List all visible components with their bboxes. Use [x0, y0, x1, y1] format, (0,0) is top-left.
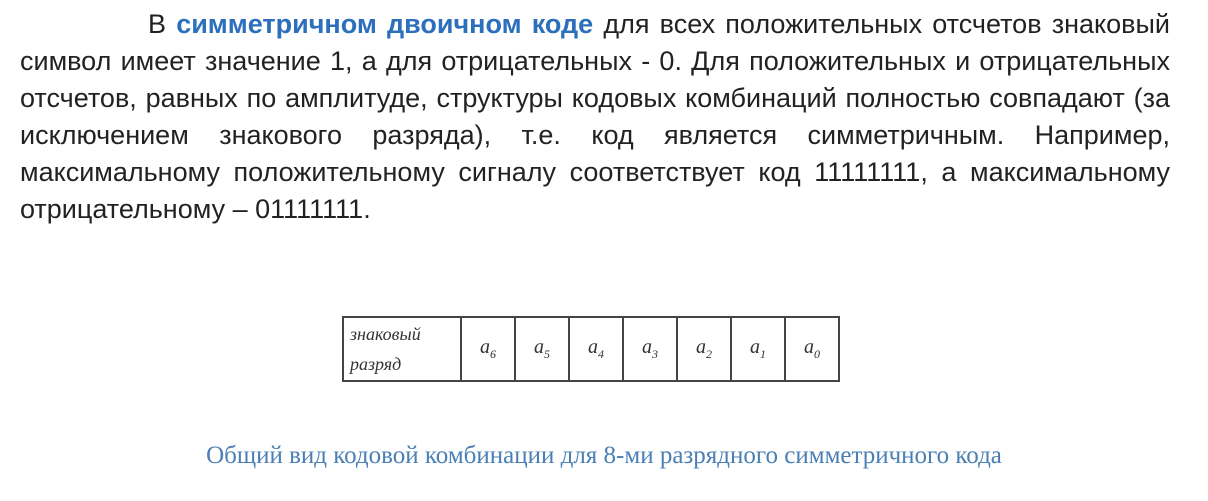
bit-cell-a4: $a_4$	[569, 317, 623, 381]
paragraph-intro: В	[148, 9, 177, 39]
highlighted-term: симметричном двоичном коде	[176, 9, 594, 39]
code-combination-table	[342, 316, 840, 382]
paragraph-body: для всех положительных отсчетов знаковый символ имеет значение 1, а для отрицательных - 0. Для положительных и отрицательных отсчетов, равных по амплитуде, структуры кодовых комбинаций полностью совпадают (за исключением знакового разряда), т.е. код является симметричным. Например, максимальному положительному сигналу соответствует код 11111111, а максимальному отрицательному – 01111111.	[20, 9, 1170, 224]
bit-cell-a2: $a_2$	[677, 317, 731, 381]
bit-cell-a1: $a_1$	[731, 317, 785, 381]
sign-bit-label-line2: разряд	[350, 354, 402, 374]
bit-cell-a5: $a_5$	[515, 317, 569, 381]
sign-bit-cell	[343, 317, 461, 381]
bit-cell-a6: $a_6$	[461, 317, 515, 381]
body-paragraph	[20, 6, 1170, 228]
bit-cell-a0: $a_0$	[785, 317, 839, 381]
figure-caption: Общий вид кодовой комбинации для 8-ми разрядного симметричного кода	[206, 442, 1002, 469]
table-row	[343, 317, 839, 381]
sign-bit-label-line1: знаковый	[350, 324, 421, 344]
bit-cell-a3: $a_3$	[623, 317, 677, 381]
